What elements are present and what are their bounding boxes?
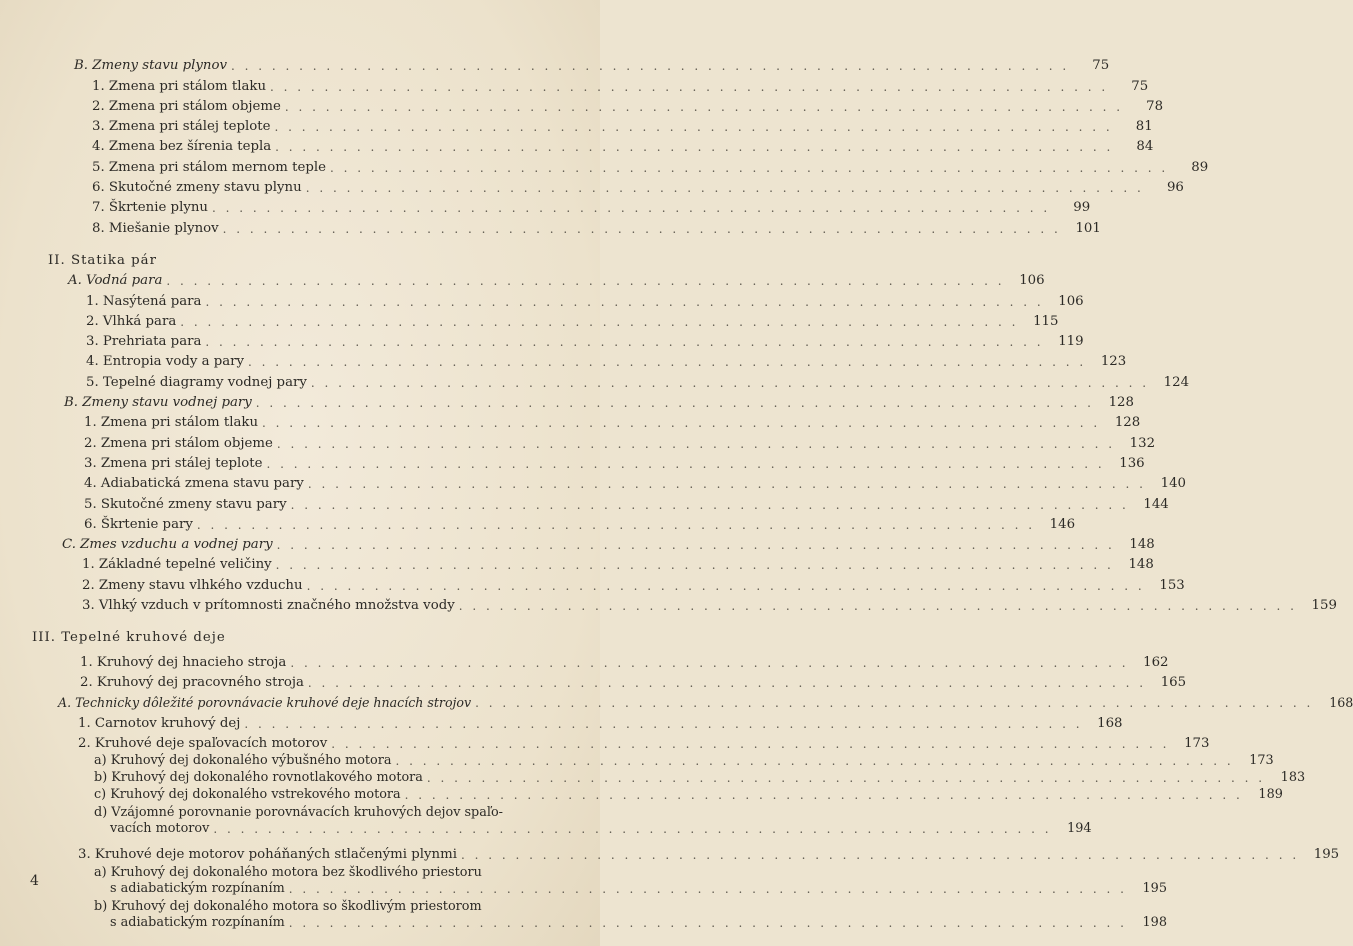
toc-entry: 1. Zmena pri stálom tlaku . . . 75 bbox=[0, 74, 600, 94]
toc-entry: 3. Zmena pri stálej teplote . . . 136 bbox=[0, 452, 600, 472]
toc-entry: A. Vodná para . . . 106 bbox=[0, 269, 600, 289]
toc-entry: a) Kruhový dej dokonalého výbušného motora . . . 173 bbox=[0, 752, 600, 769]
table-of-contents bbox=[0, 54, 1353, 931]
toc-entry: 4. Entropia vody a pary . . . 123 bbox=[0, 350, 600, 370]
toc-entry: 4. Adiabatická zmena stavu pary . . . 140 bbox=[0, 472, 600, 492]
toc-entry: 1. Zmena pri stálom tlaku . . . 128 bbox=[0, 411, 600, 431]
toc-entry: A. Technicky dôležité porovnávacie kruhové deje hnacích strojov . . . 168 bbox=[0, 691, 600, 711]
toc-entry: 2. Vlhká para . . . 115 bbox=[0, 310, 600, 330]
toc-entry: 3. Prehriata para . . . 119 bbox=[0, 330, 600, 350]
toc-entry: a) Kruhový dej dokonalého motora bez škodlivého priestoru s adiabatickým rozpínaním . . . 195 bbox=[0, 865, 600, 897]
toc-entry: b) Kruhový dej dokonalého rovnotlakového motora . . . 183 bbox=[0, 769, 600, 786]
toc-entry: 5. Tepelné diagramy vodnej pary . . . 124 bbox=[0, 370, 600, 390]
toc-entry: C. Zmes vzduchu a vodnej pary . . . 148 bbox=[0, 533, 600, 553]
toc-entry: 2. Zmena pri stálom objeme . . . 78 bbox=[0, 95, 600, 115]
toc-entry: 2. Kruhové deje spaľovacích motorov . . . 173 bbox=[0, 732, 600, 752]
toc-entry: c) Kruhový dej dokonalého vstrekového motora . . . 189 bbox=[0, 786, 600, 803]
toc-entry: 3. Vlhký vzduch v prítomnosti značného množstva vody . . . 159 bbox=[0, 594, 600, 614]
toc-entry: 2. Zmena pri stálom objeme . . . 132 bbox=[0, 431, 600, 451]
toc-entry: d) Vzájomné porovnanie porovnávacích kruhových dejov spaľo- vacích motorov . . . 194 bbox=[0, 805, 600, 837]
toc-entry: 2. Kruhový dej pracovného stroja . . . 165 bbox=[0, 671, 600, 691]
toc-entry: 4. Zmena bez šírenia tepla . . . 84 bbox=[0, 135, 600, 155]
toc-entry: 3. Kruhové deje motorov poháňaných stlačenými plynmi . . . 195 bbox=[0, 843, 600, 863]
toc-entry: 6. Skutočné zmeny stavu plynu . . . 96 bbox=[0, 176, 600, 196]
toc-entry: 5. Zmena pri stálom mernom teple . . . 89 bbox=[0, 155, 600, 175]
toc-entry: 8. Miešanie plynov . . . 101 bbox=[0, 216, 600, 236]
toc-entry: 1. Nasýtená para . . . 106 bbox=[0, 289, 600, 309]
toc-entry: B. Zmeny stavu plynov . . . 75 bbox=[0, 54, 600, 74]
toc-entry: 1. Základné tepelné veličiny . . . 148 bbox=[0, 553, 600, 573]
toc-entry: 1. Carnotov kruhový dej . . . 168 bbox=[0, 711, 600, 731]
page-number: 4 bbox=[30, 873, 39, 889]
toc-entry: 6. Škrtenie pary . . . 146 bbox=[0, 513, 600, 533]
toc-entry: B. Zmeny stavu vodnej pary . . . 128 bbox=[0, 391, 600, 411]
toc-section-heading: III. Tepelné kruhové deje bbox=[32, 630, 226, 646]
toc-entry: 3. Zmena pri stálej teplote . . . 81 bbox=[0, 115, 600, 135]
toc-entry: 5. Skutočné zmeny stavu pary . . . 144 bbox=[0, 492, 600, 512]
toc-entry: b) Kruhový dej dokonalého motora so škodlivým priestorom s adiabatickým rozpínaním . . . 198 bbox=[0, 899, 600, 931]
toc-section-heading: II. Statika pár bbox=[48, 252, 157, 268]
toc-entry: 1. Kruhový dej hnacieho stroja . . . 162 bbox=[0, 650, 600, 670]
toc-entry: 2. Zmeny stavu vlhkého vzduchu . . . 153 bbox=[0, 573, 600, 593]
toc-entry: 7. Škrtenie plynu . . . 99 bbox=[0, 196, 600, 216]
